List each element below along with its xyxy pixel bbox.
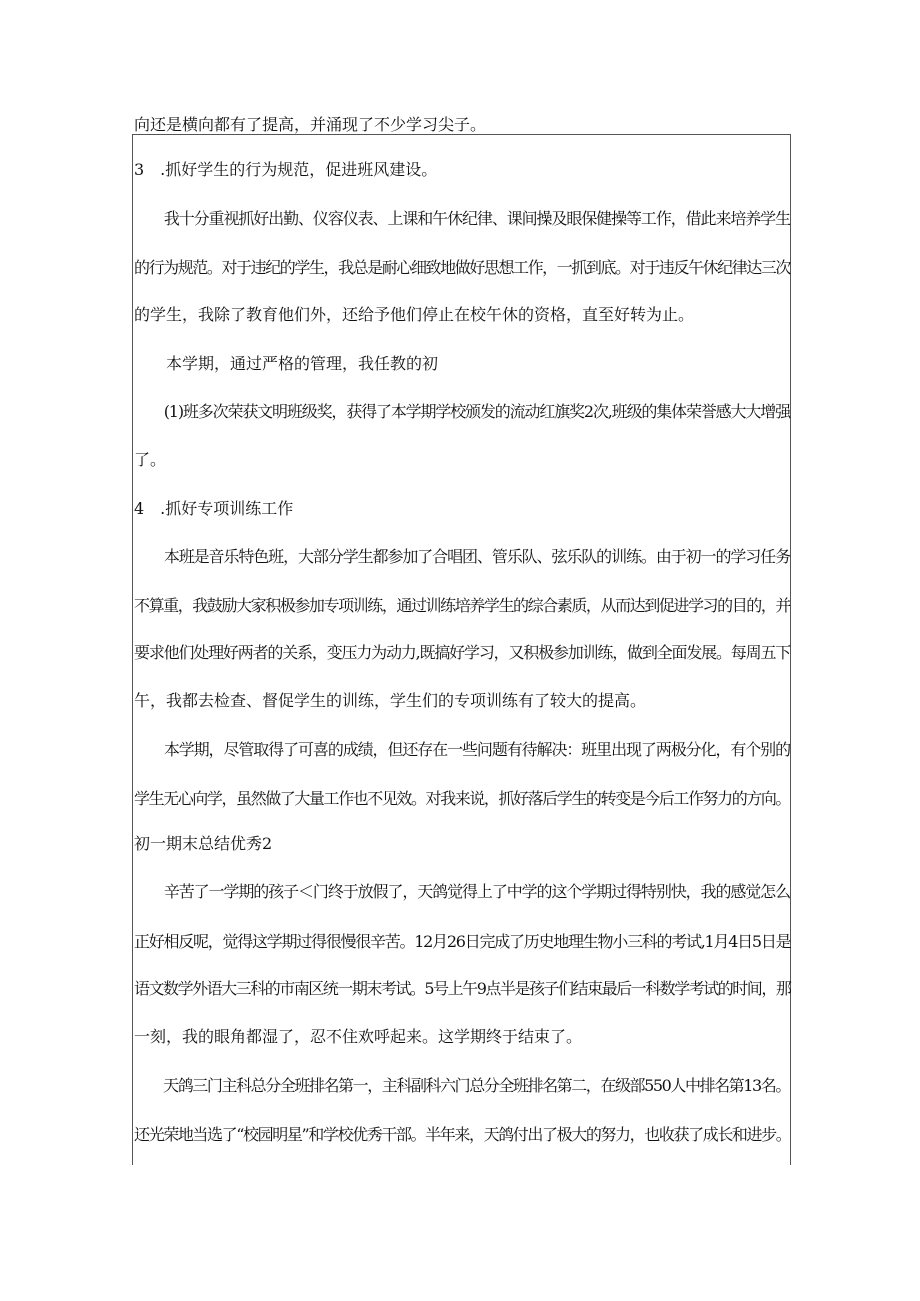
text-line: 一刻，我的眼角都湿了，忍不住欢呼起来。这学期终于结束了。 [134, 1027, 583, 1046]
text-line: 本班是音乐特色班，大部分学生都参加了合唱团、管乐队、弦乐队的训练。由于初一的学习任务 [134, 547, 791, 566]
text-line: 辛苦了一学期的孩子＜门终于放假了，天鸽觉得上了中学的这个学期过得特别快，我的感觉怎么 [134, 882, 791, 901]
text-line: 天鸽三门主科总分全班排名第一，主科副科六门总分全班排名第二，在级部550人中排名第13名。 [134, 1076, 790, 1095]
text-line: 不算重，我鼓励大家积极参加专项训练，通过训练培养学生的综合素质，从而达到促进学习的目的，并 [134, 596, 791, 615]
text-line: 向还是横向都有了提高，并涌现了不少学习尖子。 [134, 115, 487, 134]
section-heading: 4 .抓好专项训练工作 [134, 499, 294, 518]
section-title: 初一期末总结优秀2 [134, 834, 273, 853]
text-line: 我十分重视抓好出勤、仪容仪表、上课和午休纪律、课间操及眼保健操等工作，借此来培养学生 [134, 209, 791, 228]
text-line: 了。 [134, 450, 167, 469]
text-line: 的行为规范。对于违纪的学生，我总是耐心细致地做好思想工作，一抓到底。对于违反午休纪律达三次 [134, 258, 791, 277]
text-line: 学生无心向学，虽然做了大量工作也不见效。对我来说，抓好落后学生的转变是今后工作努力的方向。 [134, 789, 791, 808]
text-line: 还光荣地当选了“校园明星”和学校优秀干部。半年来，天鸽付出了极大的努力，也收获了成长和进步。 [134, 1125, 791, 1144]
text-line: 的学生，我除了教育他们外，还给予他们停止在校午休的资格，直至好转为止。 [134, 305, 695, 324]
section-heading: 3 .抓好学生的行为规范，促进班风建设。 [134, 160, 438, 179]
text-line: 本学期，通过严格的管理，我任教的初 [134, 354, 439, 373]
text-line: (1)班多次荣获文明班级奖，获得了本学期学校颁发的流动红旗奖2次,班级的集体荣誉感大大增强 [134, 402, 790, 421]
text-line: 正好相反呢，觉得这学期过得很慢很辛苦。12月26日完成了历史地理生物小三科的考试,1月4日5日是 [134, 932, 791, 951]
text-line: 午，我都去检查、督促学生的训练，学生们的专项训练有了较大的提高。 [134, 691, 647, 710]
text-line: 语文数学外语大三科的市南区统一期末考试。5号上午9点半是孩子们结束最后一科数学考试的时间，那 [134, 979, 791, 998]
text-line: 本学期，尽管取得了可喜的成绩，但还存在一些问题有待解决：班里出现了两极分化，有个别的 [134, 740, 791, 759]
text-line: 要求他们处理好两者的关系，变压力为动力,既搞好学习，又积极参加训练，做到全面发展。每周五下 [134, 643, 791, 662]
